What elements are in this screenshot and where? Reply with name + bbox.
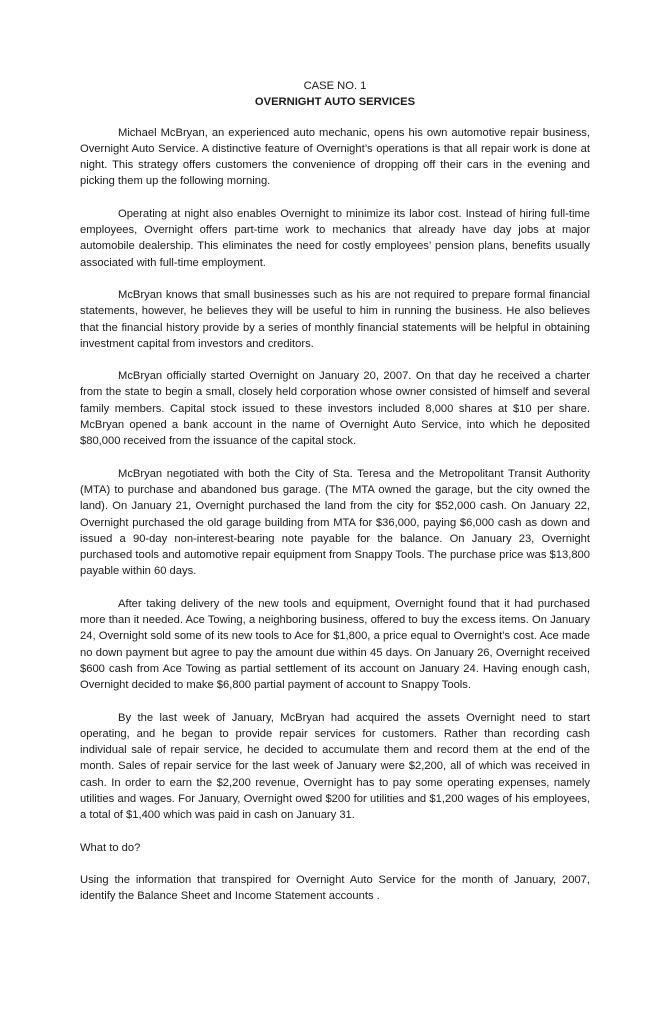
paragraph-repair-revenue: By the last week of January, McBryan had acquired the assets Overnight need to start operating, and he began to provide repair services for customers. Rather than recording cash individual sale of repair service, he decided to accumulate them and record them at the end of the month. Sales of repair service for the last week of January were $2,200, all of which was received in cash. In order to earn the $2,200 revenue, Overnight has to pay some operating expenses, namely utilities and wages. For January, Overnight owed $200 for utilities and $1,200 wages of his employees, a total of $1,400 which was paid in cash on January 31. bbox=[80, 711, 590, 822]
case-title: OVERNIGHT AUTO SERVICES bbox=[254, 96, 416, 109]
paragraph-start-operations: McBryan officially started Overnight on January 20, 2007. On that day he received a charter from the state to begin a small, closely held corporation whose owner consisted of himself and several family members. Capital stock issued to these investors included 8,000 shares at $10 per share. McBryan opened a bank account in the name of Overnight Auto Service, into which he deposited $80,000 received from the issuance of the capital stock. bbox=[80, 370, 590, 448]
paragraph-excess-tools: After taking delivery of the new tools and equipment, Overnight found that it had purchased more than it needed. Ace Towing, a neighboring business, offered to buy the excess items. On January 24, Overnight sold some of its new tools to Ace for $1,800, a price equal to Overnight’s cost. Ace made no down payment but agree to pay the amount due within 45 days. On January 26, Overnight received $600 cash from Ace Towing as partial settlement of its account on January 24. Having enough cash, Overnight decided to make $6,800 partial payment of account to Snappy Tools. bbox=[80, 597, 590, 692]
paragraph-labor-cost: Operating at night also enables Overnight to minimize its labor cost. Instead of hiring full-time employees, Overnight offers part-time work to mechanics that already have day jobs at major automobile dealership. This eliminates the need for costly employees’ pension plans, benefits usually associated with full-time employment. bbox=[80, 207, 590, 269]
instruction-text: Using the information that transpired for Overnight Auto Service for the month of January, 2007, identify the Balance Sheet and Income Statement accounts . bbox=[80, 873, 590, 903]
paragraph-financial-statements: McBryan knows that small businesses such as his are not required to prepare formal financial statements, however, he believes they will be useful to him in running the business. He also believes that the financial history provide by a series of monthly financial statements will be helpful in obtaining investment capital from investors and creditors. bbox=[80, 288, 590, 350]
paragraph-garage-purchase: McBryan negotiated with both the City of Sta. Teresa and the Metropolitant Transit Authority (MTA) to purchase and abandoned bus garage. (The MTA owned the garage, but the city owned the land). On January 21, Overnight purchased the land from the city for $52,000 cash. On January 22, Overnight purchased the old garage building from MTA for $36,000, paying $6,000 cash as down and issued a 90-day non-interest-bearing note payable for the balance. On January 23, Overnight purchased tools and automotive repair equipment from Snappy Tools. The purchase price was $13,800 payable within 60 days. bbox=[80, 467, 590, 578]
document-page bbox=[80, 78, 590, 920]
question-heading: What to do? bbox=[80, 841, 141, 854]
paragraph-intro: Michael McBryan, an experienced auto mechanic, opens his own automotive repair business, Overnight Auto Service. A distinctive feature of Overnight’s operations is that all repair work is done at night. This strategy offers customers the convenience of dropping off their cars in the evening and picking them up the following morning. bbox=[80, 126, 590, 188]
case-number: CASE NO. 1 bbox=[303, 80, 367, 92]
